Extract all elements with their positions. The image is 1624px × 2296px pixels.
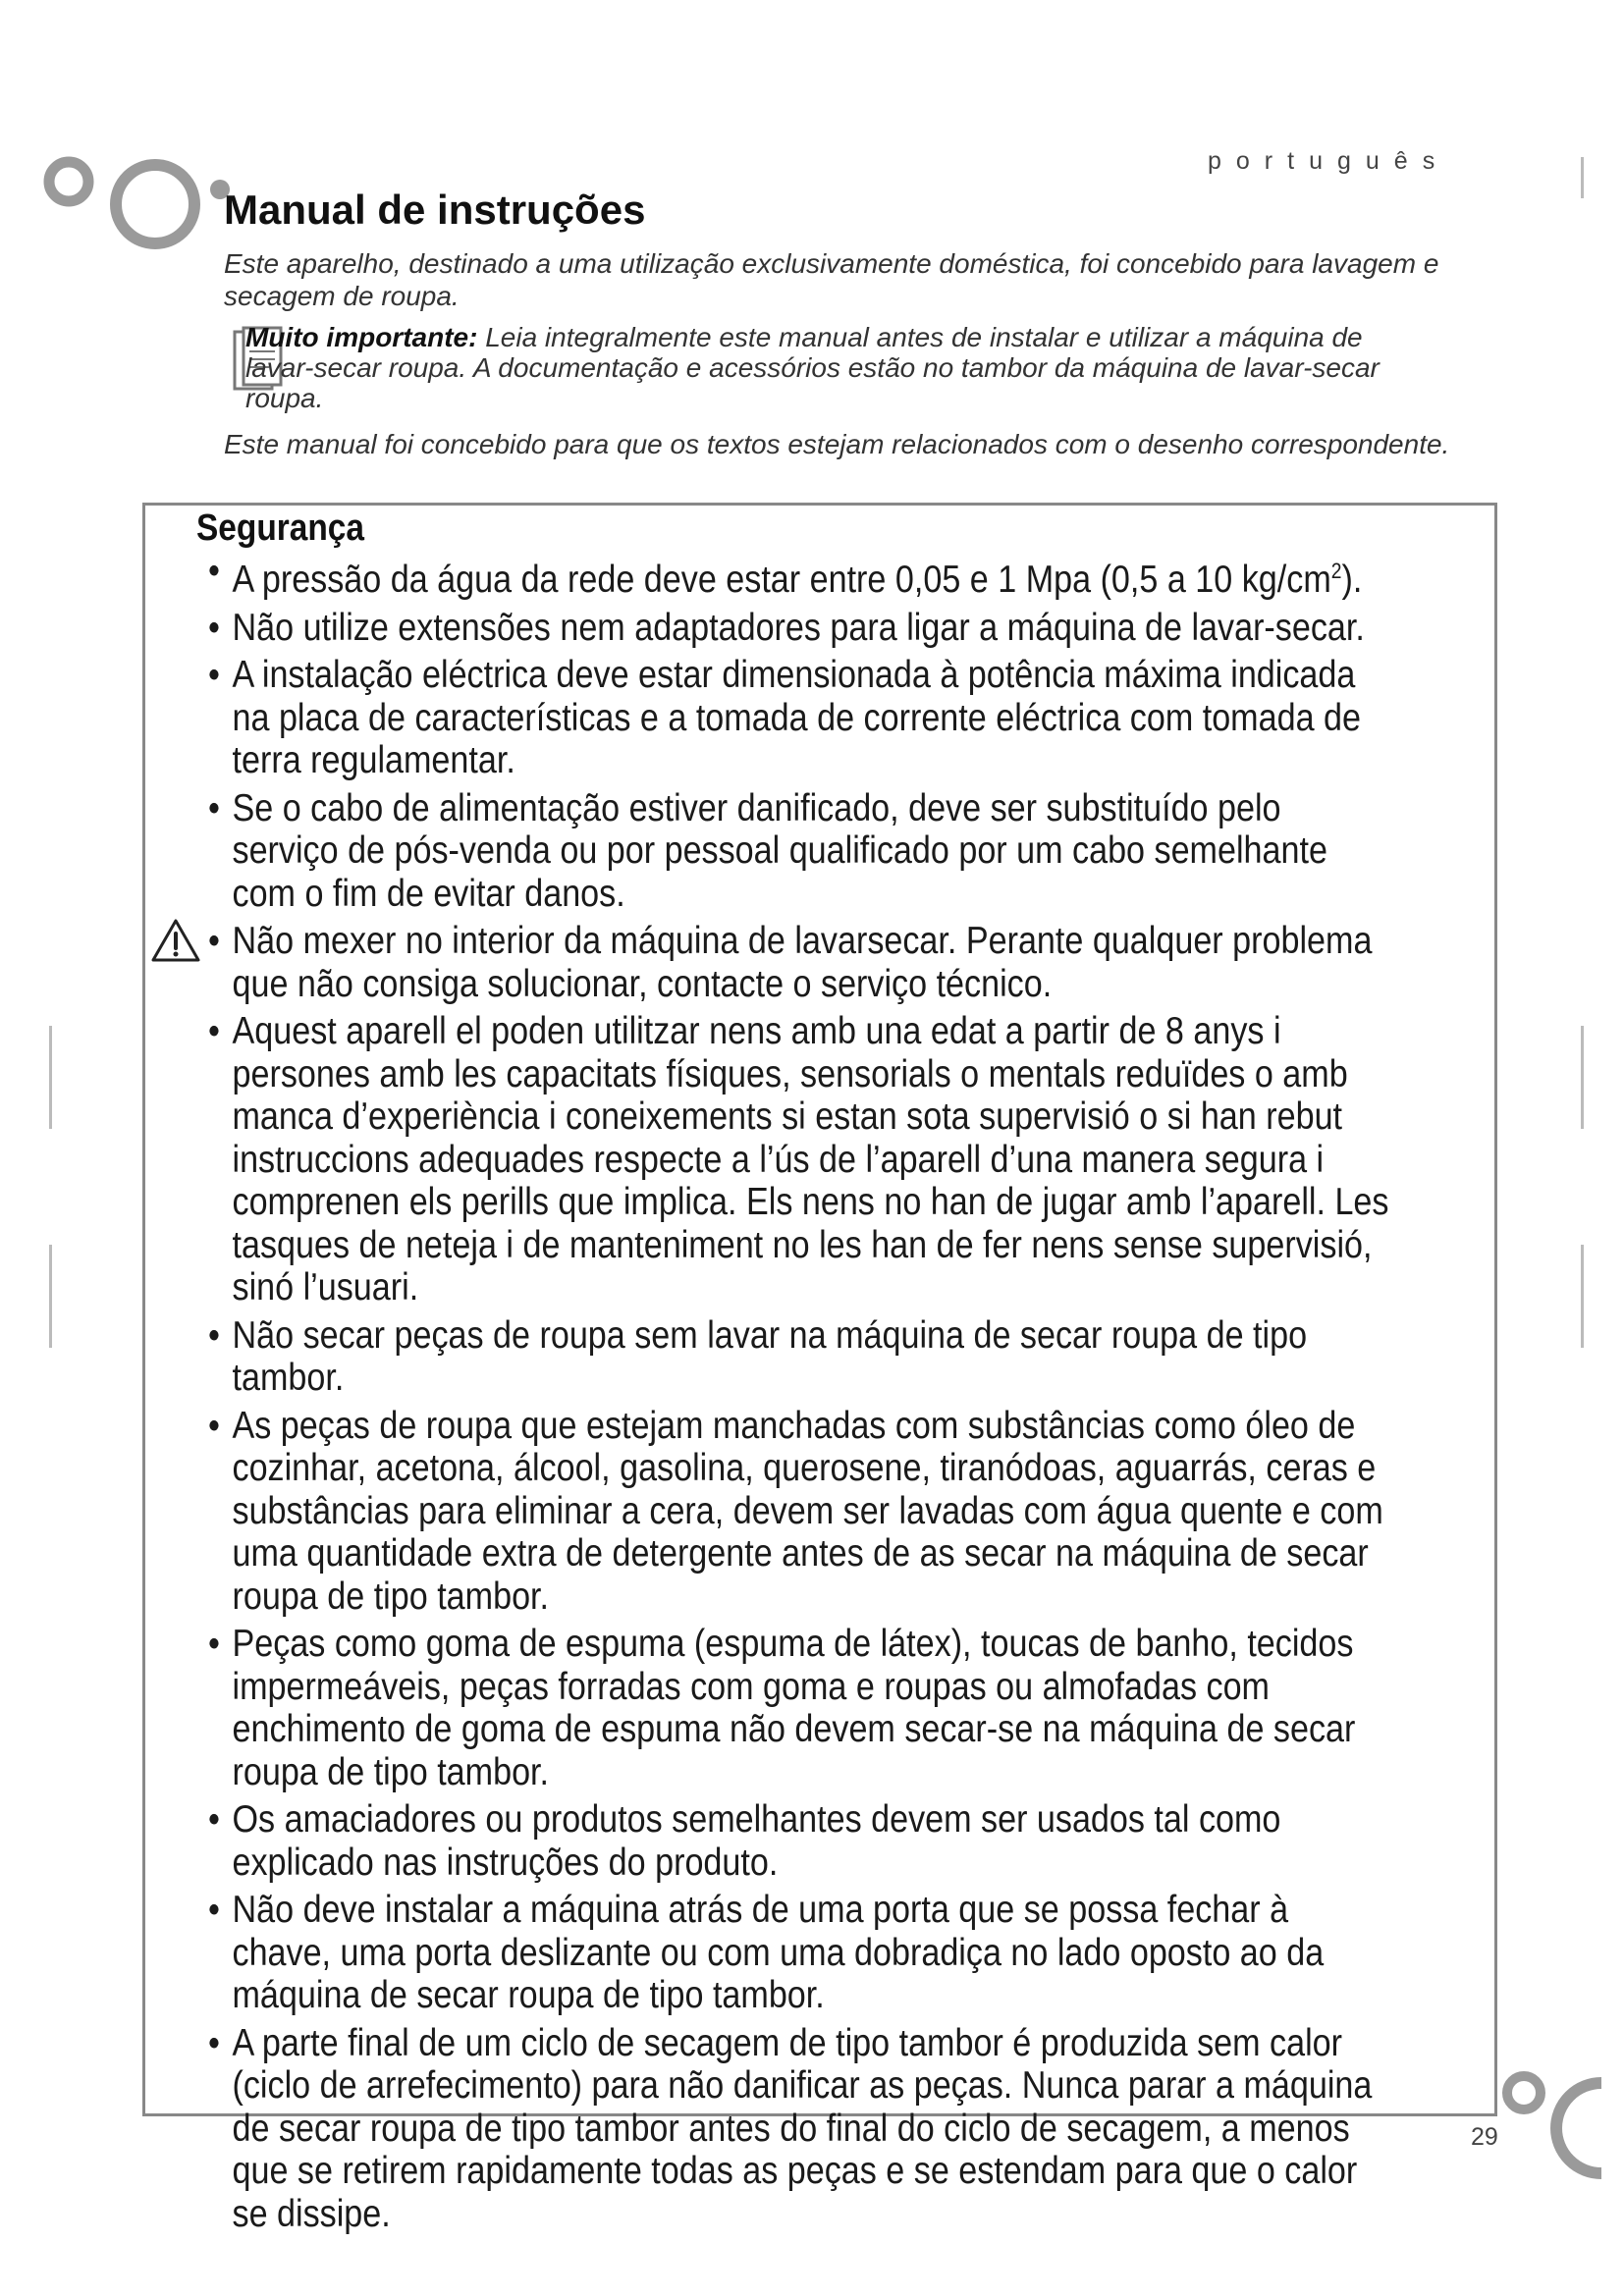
page-title: Manual de instruções bbox=[224, 187, 646, 233]
important-label: Muito importante: bbox=[245, 322, 478, 352]
edge-mark bbox=[49, 1026, 52, 1129]
safety-item: • Não secar peças de roupa sem lavar na máquina de secar roupa de tipo tambor. bbox=[208, 1314, 1394, 1400]
warning-triangle-icon bbox=[150, 918, 201, 963]
language-label: português bbox=[1208, 147, 1450, 175]
edge-mark bbox=[1581, 1245, 1584, 1348]
edge-mark bbox=[1581, 157, 1584, 198]
safety-item bbox=[208, 550, 1394, 602]
safety-item: • A parte final de um ciclo de secagem de tipo tambor é produzida sem calor (ciclo de arrefecimento) para não danificar as peças. Nunca parar a máquina de secar roupa de tipo tambor antes do final do ciclo de secagem, a menos que se retirem rapidamente todas as peças e se estendam para que o calor se dissipe. bbox=[208, 2022, 1394, 2236]
safety-item: • As peças de roupa que estejam manchadas com substâncias como óleo de cozinhar, acetona, álcool, gasolina, querosene, tiranódoas, aguarrás, ceras e substâncias para eliminar a cera, devem ser lavadas com água quente e com uma quantidade extra de detergente antes de as secar na máquina de secar roupa de tipo tambor. bbox=[208, 1405, 1394, 1619]
superscript: 2 bbox=[1330, 559, 1342, 583]
safety-item: • Aquest aparell el poden utilitzar nens amb una edat a partir de 8 anys i persones amb les capacitats físiques, sensorials o mentals reduïdes o amb manca d’experiència i coneixements si estan sota supervisió o si han rebut instruccions adequades respecte a l’ús de l’aparell d’una manera segura i comprenen els perills que implica. Els nens no han de jugar amb l’aparell. Les tasques de neteja i de manteniment no les han de fer nens sense supervisió, sinó l’usuari. bbox=[208, 1010, 1394, 1309]
intro-paragraph: Este aparelho, destinado a uma utilização exclusivamente doméstica, foi concebido para lavagem e secagem de roupa. bbox=[224, 248, 1439, 311]
circles-logo-icon bbox=[1498, 2054, 1606, 2181]
safety-heading: Segurança bbox=[196, 507, 364, 549]
edge-mark bbox=[1581, 1026, 1584, 1129]
safety-item-text: ). bbox=[1341, 559, 1363, 601]
edge-mark bbox=[49, 1245, 52, 1348]
safety-item: • Peças como goma de espuma (espuma de látex), toucas de banho, tecidos impermeáveis, peças forradas com goma e roupas ou almofadas com enchimento de goma de espuma não devem secar-se na máquina de secar roupa de tipo tambor. bbox=[208, 1623, 1394, 1793]
page-number: 29 bbox=[1471, 2123, 1498, 2151]
safety-item: • A instalação eléctrica deve estar dimensionada à potência máxima indicada na placa de características e a tomada de corrente eléctrica com tomada de terra regulamentar. bbox=[208, 654, 1394, 782]
safety-item: • Não mexer no interior da máquina de lavarsecar. Perante qualquer problema que não consiga solucionar, contacte o serviço técnico. bbox=[208, 920, 1394, 1005]
safety-item: • Não deve instalar a máquina atrás de uma porta que se possa fechar à chave, uma porta deslizante ou com uma dobradiça no lado oposto ao da máquina de secar roupa de tipo tambor. bbox=[208, 1889, 1394, 2017]
important-text: Leia integralmente este manual antes de instalar e utilizar a máquina de lavar-secar roupa. A documentação e acessórios estão no tambor da máquina de lavar-secar roupa. bbox=[245, 322, 1380, 413]
safety-list bbox=[208, 550, 1394, 2240]
manual-note: Este manual foi concebido para que os textos estejam relacionados com o desenho correspondente. bbox=[224, 429, 1450, 459]
safety-item: • Se o cabo de alimentação estiver danificado, deve ser substituído pelo serviço de pós-venda ou por pessoal qualificado por um cabo semelhante com o fim de evitar danos. bbox=[208, 787, 1394, 916]
safety-item: • Os amaciadores ou produtos semelhantes devem ser usados tal como explicado nas instruções do produto. bbox=[208, 1798, 1394, 1884]
circles-logo-icon bbox=[39, 142, 236, 270]
safety-item: • Não utilize extensões nem adaptadores para ligar a máquina de lavar-secar. bbox=[208, 607, 1394, 650]
safety-item-text: A pressão da água da rede deve estar entre 0,05 e 1 Mpa (0,5 a 10 kg/cm bbox=[232, 559, 1331, 601]
important-notice bbox=[245, 322, 1384, 413]
